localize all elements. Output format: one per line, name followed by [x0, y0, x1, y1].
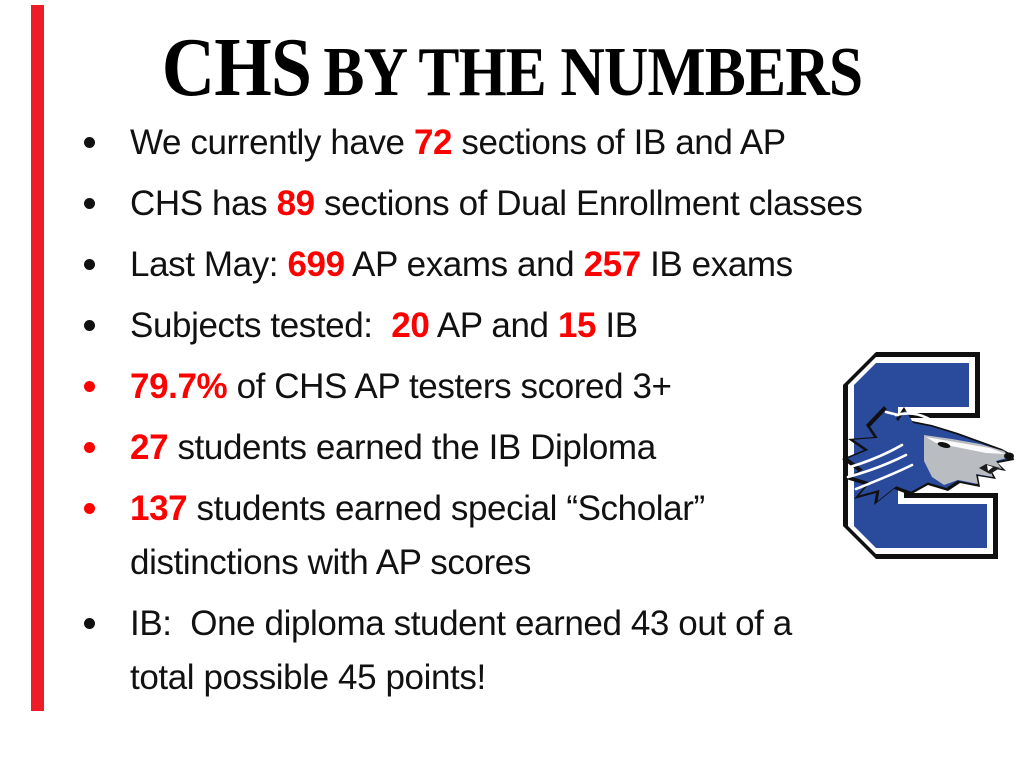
- school-logo: [840, 349, 1022, 567]
- bullet-dot: [84, 618, 95, 629]
- bullet-item: [84, 116, 964, 170]
- bullet-dot: [84, 259, 95, 270]
- bullet-item: [84, 360, 964, 414]
- bullet-dot: [84, 442, 95, 453]
- bullet-text: 79.7% of CHS AP testers scored 3+: [130, 367, 672, 406]
- bullet-text: 27 students earned the IB Diploma: [130, 428, 656, 467]
- bullet-item: [84, 482, 964, 590]
- bullet-dot: [84, 198, 95, 209]
- bullet-dot: [84, 137, 95, 148]
- bullet-list: [84, 116, 964, 712]
- bullet-text: Subjects tested: 20 AP and 15 IB: [130, 306, 638, 345]
- bullet-item: [84, 299, 964, 353]
- bullet-text: 137 students earned special “Scholar” distinctions with AP scores: [130, 489, 705, 582]
- bullet-item: [84, 597, 964, 705]
- bullet-dot: [84, 381, 95, 392]
- title-word-chs: CHS: [161, 21, 312, 114]
- bullet-dot: [84, 320, 95, 331]
- bullet-text: Last May: 699 AP exams and 257 IB exams: [130, 245, 793, 284]
- bullet-text: IB: One diploma student earned 43 out of a total possible 45 points!: [130, 604, 792, 697]
- bullet-item: [84, 177, 964, 231]
- title-word-rest: BY THE NUMBERS: [323, 34, 863, 111]
- bullet-item: [84, 238, 964, 292]
- bullet-text: CHS has 89 sections of Dual Enrollment classes: [130, 184, 863, 223]
- bullet-item: [84, 421, 964, 475]
- bullet-dot: [84, 503, 95, 514]
- bullet-text: We currently have 72 sections of IB and AP: [130, 123, 786, 162]
